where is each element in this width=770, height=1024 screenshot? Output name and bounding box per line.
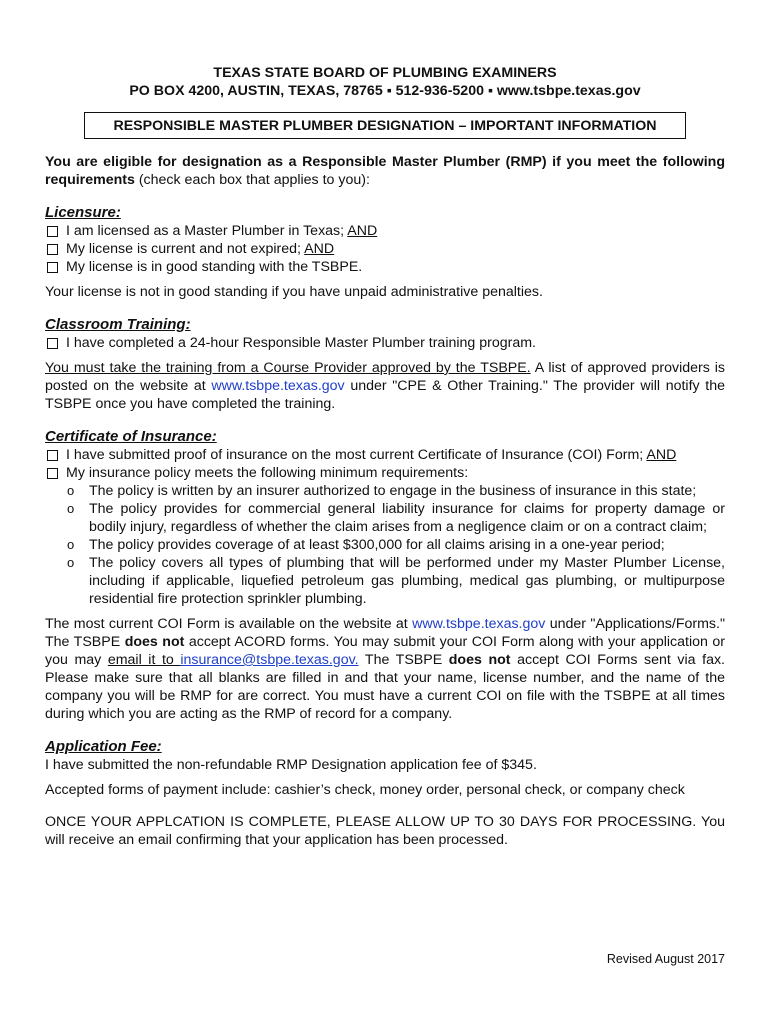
- revision-date: Revised August 2017: [606, 952, 725, 966]
- email-lead: email it to: [107, 652, 181, 668]
- and-label: AND: [304, 241, 335, 257]
- classroom-heading: Classroom Training:: [45, 316, 191, 333]
- subitem-text: The policy covers all types of plumbing that will be performed under my Master Plumber License, including if applicable, liquefied petroleum gas plumbing, medical gas plumbing, or multipurpose residential fire protection sprinkler plumbing.: [89, 555, 725, 607]
- bullet-icon: o: [67, 555, 75, 570]
- licensure-heading: Licensure:: [45, 204, 121, 221]
- agency-contact: PO BOX 4200, AUSTIN, TEXAS, 78765 ▪ 512-936-5200 ▪ www.tsbpe.texas.gov: [129, 83, 641, 99]
- intro-paragraph: [45, 153, 725, 189]
- licensure-item-text: My license is in good standing with the TSBPE.: [66, 259, 363, 275]
- checkbox-icon[interactable]: [47, 468, 58, 479]
- licensure-item-3: [45, 258, 725, 276]
- licensure-item-text: I am licensed as a Master Plumber in Texas;: [66, 223, 348, 239]
- checkbox-icon[interactable]: [47, 450, 58, 461]
- insurance-email-link[interactable]: insurance@tsbpe.texas.gov.: [180, 652, 359, 668]
- agency-name: TEXAS STATE BOARD OF PLUMBING EXAMINERS: [213, 65, 557, 81]
- classroom-item-text: I have completed a 24-hour Responsible Master Plumber training program.: [66, 335, 537, 351]
- classroom-note-text-end: under "CPE & Other Training." The provider will notify the TSBPE once you have completed the training.: [45, 378, 725, 412]
- checkbox-icon[interactable]: [47, 226, 58, 237]
- payment-forms: Accepted forms of payment include: cashier’s check, money order, personal check, or company check: [45, 782, 685, 798]
- bullet-icon: o: [67, 501, 75, 516]
- insurance-subitem: [67, 554, 725, 608]
- checkbox-icon[interactable]: [47, 262, 58, 273]
- insurance-item-2: [45, 464, 725, 482]
- classroom-note: [45, 359, 725, 413]
- fee-heading: Application Fee:: [45, 738, 162, 755]
- insurance-subitem: [67, 536, 725, 554]
- insurance-subitem: [67, 500, 725, 536]
- insurance-item-text: I have submitted proof of insurance on the most current Certificate of Insurance (COI) Form;: [66, 447, 647, 463]
- coi-text: The TSBPE: [358, 652, 449, 668]
- processing-notice: ONCE YOUR APPLCATION IS COMPLETE, PLEASE ALLOW UP TO 30 DAYS FOR PROCESSING. You will receive an email confirming that your application has been processed.: [45, 814, 725, 848]
- subitem-text: The policy is written by an insurer authorized to engage in the business of insurance in this state;: [89, 483, 697, 499]
- classroom-note-underlined: You must take the training from a Course Provider approved by the TSBPE.: [45, 360, 531, 376]
- insurance-item-1: [45, 446, 725, 464]
- checkbox-icon[interactable]: [47, 244, 58, 255]
- subitem-text: The policy provides for commercial general liability insurance for claims for property damage or bodily injury, regardless of whether the claim arises from a negligence claim or on a contract claim;: [89, 501, 725, 535]
- insurance-item-text: My insurance policy meets the following minimum requirements:: [66, 465, 469, 481]
- tsbpe-website-link[interactable]: www.tsbpe.texas.gov: [412, 616, 546, 632]
- coi-text: under "Applications/Forms." The TSBPE: [45, 616, 725, 650]
- coi-text: accept COI Forms sent via fax. Please make sure that all blanks are filled in and that your name, license number, and the name of the company you will be RMP for are correct. You must have a current COI on file with the TSBPE at all times during which you are acting as the RMP of record for a company.: [45, 652, 726, 722]
- checkbox-icon[interactable]: [47, 338, 58, 349]
- classroom-note-text: A list of approved providers is posted on the website at: [45, 360, 725, 394]
- licensure-item-1: [45, 222, 725, 240]
- and-label: AND: [646, 447, 677, 463]
- licensure-note: Your license is not in good standing if you have unpaid administrative penalties.: [45, 284, 543, 300]
- insurance-paragraph: [45, 615, 725, 723]
- licensure-item-2: [45, 240, 725, 258]
- classroom-item: [45, 334, 725, 352]
- fee-line: I have submitted the non-refundable RMP Designation application fee of $345.: [45, 757, 537, 773]
- coi-text: accept ACORD forms. You may submit your COI Form along with your application or you may: [45, 634, 725, 668]
- intro-bold: You are eligible for designation as a Responsible Master Plumber (RMP) if you meet the following requirements: [45, 154, 725, 188]
- does-not-bold: does not: [124, 634, 185, 650]
- bullet-icon: o: [67, 483, 75, 498]
- and-label: AND: [347, 223, 378, 239]
- tsbpe-website-link[interactable]: www.tsbpe.texas.gov: [211, 378, 345, 394]
- does-not-bold: does not: [448, 652, 511, 668]
- subitem-text: The policy provides coverage of at least $300,000 for all claims arising in a one-year period;: [89, 537, 665, 553]
- insurance-heading: Certificate of Insurance:: [45, 428, 217, 445]
- intro-rest: (check each box that applies to you):: [134, 172, 370, 188]
- bullet-icon: o: [67, 537, 75, 552]
- insurance-subitem: [67, 482, 725, 500]
- coi-text: The most current COI Form is available on the website at: [45, 616, 413, 632]
- licensure-item-text: My license is current and not expired;: [66, 241, 305, 257]
- title-box: RESPONSIBLE MASTER PLUMBER DESIGNATION – IMPORTANT INFORMATION: [84, 112, 686, 139]
- document-page: [45, 64, 725, 849]
